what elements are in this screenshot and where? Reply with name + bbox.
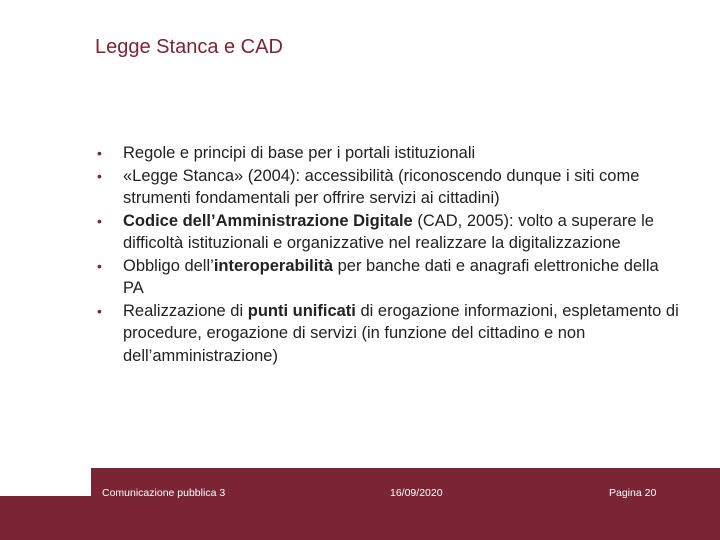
footer-accent-block: [0, 496, 91, 540]
bullet-item: [94, 142, 684, 165]
bullet-dot-icon: •: [97, 212, 102, 229]
bullet-text: Regole e principi di base per i portali istituzionali: [123, 144, 476, 162]
bullet-item: [94, 210, 684, 255]
bullet-text: Realizzazione di: [123, 301, 248, 320]
slide-title: Legge Stanca e CAD: [95, 36, 283, 58]
bullet-dot-icon: •: [97, 302, 102, 319]
bullet-item: [94, 300, 684, 368]
bullet-text-bold: punti unificati: [247, 301, 356, 320]
footer-bar: [91, 468, 720, 540]
bullet-item: [94, 255, 684, 300]
bullet-dot-icon: •: [97, 257, 102, 274]
bullet-item: [94, 165, 684, 210]
bullet-list: [94, 142, 684, 367]
bullet-text: di erogazione informazioni, espletamento di procedure, erogazione di servizi (in funzione del cittadino e non dell’amministrazione): [123, 301, 679, 365]
bullet-text: Obbligo dell’: [123, 256, 214, 275]
bullet-text: «Legge Stanca» (2004): accessibilità (riconoscendo dunque i siti come strumenti fondamentali per offrire servizi ai cittadini): [123, 166, 640, 207]
bullet-text: (CAD, 2005): volto a superare le difficoltà istituzionali e organizzative nel realizzare la digitalizzazione: [123, 211, 654, 252]
bullet-text: per banche dati e anagrafi elettroniche della PA: [123, 256, 659, 297]
bullet-dot-icon: •: [97, 167, 102, 184]
footer-course-name: Comunicazione pubblica 3: [102, 487, 226, 499]
footer-date: 16/09/2020: [390, 487, 443, 499]
bullet-text-bold: interoperabilità: [213, 256, 334, 275]
bullet-dot-icon: •: [97, 145, 102, 161]
footer-page-number: Pagina 20: [609, 487, 657, 499]
bullet-text-bold: Codice dell’Amministrazione Digitale: [123, 211, 413, 230]
